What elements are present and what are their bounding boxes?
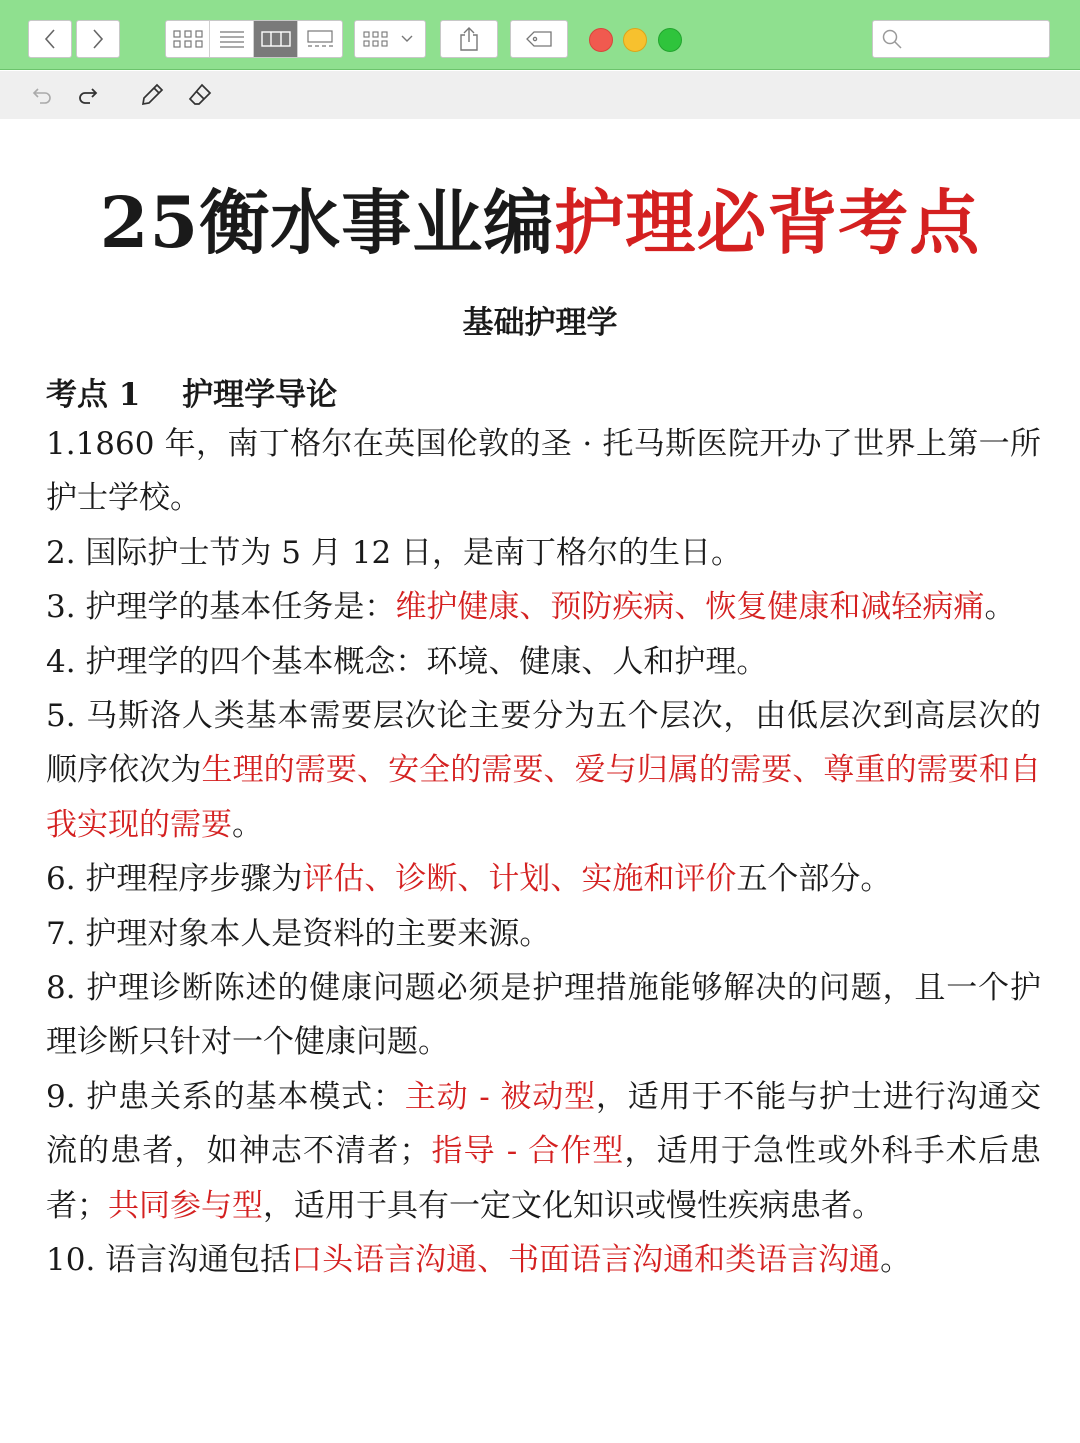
undo-icon [30,83,54,107]
title-black-part: 25衡水事业编 [99,181,555,264]
title-red-part: 护理必背考点 [554,181,981,264]
knowledge-point [46,417,1041,526]
knowledge-point [46,907,1041,961]
tag-icon [525,30,553,48]
knowledge-point [46,689,1041,852]
page-title [0,167,1080,268]
knowledge-point [46,961,1041,1070]
body-text: 6. 护理程序步骤为 [46,861,303,898]
highlighted-text: 主动 - 被动型 [404,1078,596,1115]
knowledge-point [46,580,1041,634]
document-page [0,119,1080,1443]
gallery-view-button[interactable] [298,21,342,57]
share-button[interactable] [440,20,498,58]
undo-button[interactable] [28,81,56,109]
knowledge-point [46,635,1041,689]
search-field[interactable] [872,20,1050,58]
grid-view-button[interactable] [166,21,210,57]
body-text: 2. 国际护士节为 5 月 12 日，是南丁格尔的生日。 [46,534,743,571]
edit-toolbar [0,71,1080,119]
highlighted-text: 维护健康、预防疾病、恢复健康和减轻病痛 [395,589,985,626]
knowledge-point-list [46,417,1041,1288]
body-text: 7. 护理对象本人是资料的主要来源。 [46,915,551,952]
eraser-button[interactable] [186,81,214,109]
share-icon [458,26,480,52]
eraser-icon [187,82,213,108]
redo-button[interactable] [74,81,102,109]
forward-button[interactable] [76,20,120,58]
grid-view-icon [173,30,203,48]
body-text: 4. 护理学的四个基本概念：环境、健康、人和护理。 [46,643,768,680]
knowledge-point [46,852,1041,906]
highlighted-text: 生理的需要、安全的需要、爱与归属的需要、尊重的需要和自我实现的需要 [46,752,1041,843]
body-text: 8. 护理诊断陈述的健康问题必须是护理措施能够解决的问题，且一个护理诊断只针对一个健康问题。 [46,970,1041,1061]
body-text: 3. 护理学的基本任务是： [46,589,396,626]
body-text: 10. 语言沟通包括 [46,1242,292,1279]
subject-heading: 基础护理学 [462,305,618,341]
body-text: 。 [232,806,263,843]
body-text: ，适用于不能与护士进行沟通交流的患者，如神志不清者； [46,1078,1041,1170]
pencil-icon [139,82,165,108]
redo-icon [76,83,100,107]
back-icon [42,28,58,50]
highlighted-text: 评估、诊断、计划、实施和评价 [302,861,737,898]
body-text: 9. 护患关系的基本模式： [46,1078,405,1115]
column-view-icon [261,30,291,48]
gallery-view-icon [305,30,335,48]
forward-icon [90,28,106,50]
body-text: 5. 马斯洛人类基本需要层次论主要分为五个层次，由低层次到高层次的顺序依次为 [46,698,1041,789]
body-text: 1.1860 年，南丁格尔在英国伦敦的圣 · 托马斯医院开办了世界上第一所护士学校。 [46,426,1041,517]
highlighted-text: 共同参与型 [108,1187,263,1224]
list-view-icon [219,30,245,48]
tag-button[interactable] [510,20,568,58]
knowledge-point [46,1233,1041,1287]
list-view-button[interactable] [210,21,254,57]
body-text: 五个部分。 [736,861,892,898]
group-button[interactable] [354,20,426,58]
window-close-button[interactable] [589,28,613,52]
highlighted-text: 指导 - 合作型 [430,1133,625,1170]
back-button[interactable] [28,20,72,58]
view-mode-switcher [165,20,343,58]
body-text: ，适用于具有一定文化知识或慢性疾病患者。 [263,1187,883,1224]
body-text: 。 [984,589,1016,626]
window-zoom-button[interactable] [658,28,682,52]
section-heading: 考点 1 护理学导论 [46,377,338,413]
column-view-button[interactable] [254,21,298,57]
pencil-button[interactable] [138,81,166,109]
knowledge-point [46,526,1041,580]
search-icon [881,28,903,50]
toolbar [0,0,1080,70]
knowledge-point [46,1070,1041,1233]
body-text: ，适用于急性或外科手术后患者； [46,1133,1042,1224]
body-text: 。 [880,1242,912,1279]
highlighted-text: 口头语言沟通、书面语言沟通和类语言沟通 [291,1242,881,1279]
group-icon [362,30,418,48]
window-minimize-button[interactable] [623,28,647,52]
